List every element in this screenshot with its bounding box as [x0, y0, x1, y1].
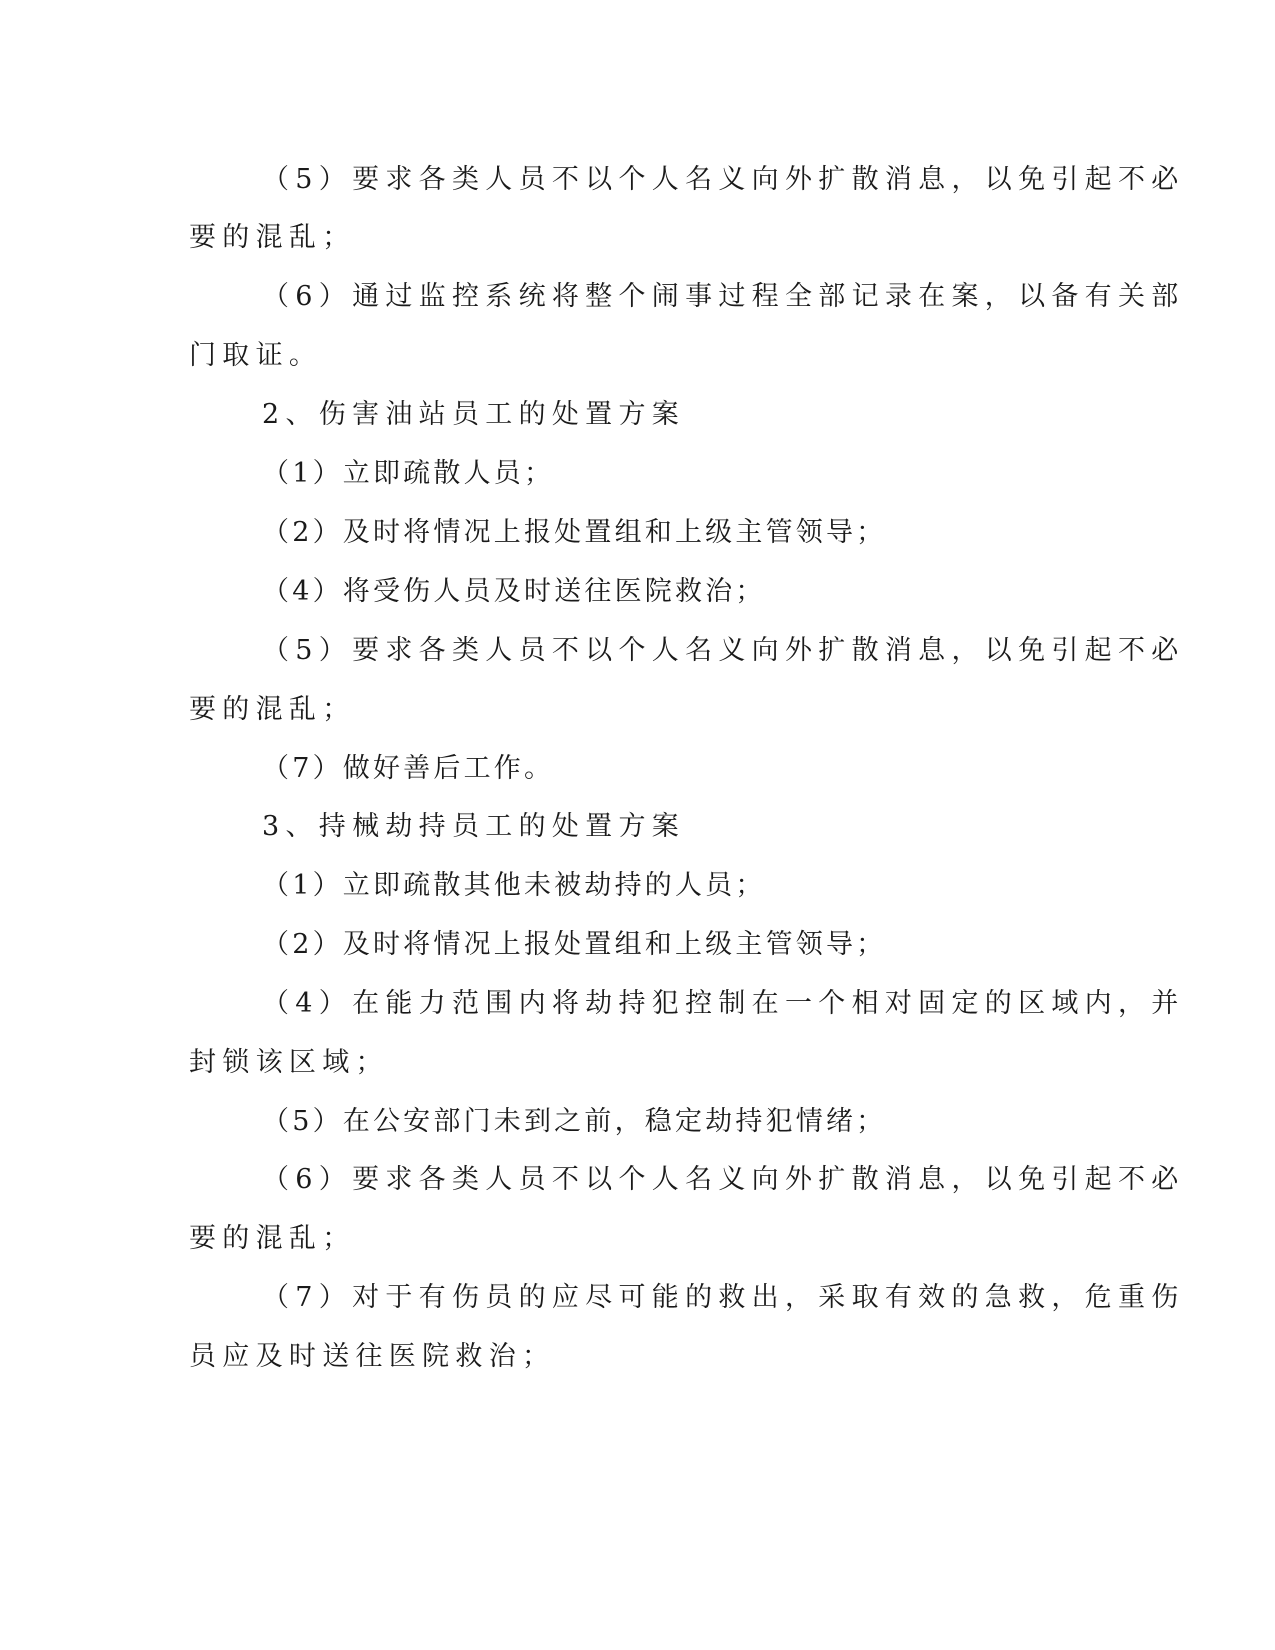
paragraph-line: （6）要求各类人员不以个人名义向外扩散消息，以免引起不必 — [262, 1164, 1185, 1195]
paragraph-line: 要的混乱； — [189, 694, 356, 725]
paragraph-line: （1）立即疏散人员； — [262, 458, 555, 489]
paragraph-line: （7）对于有伤员的应尽可能的救出，采取有效的急救，危重伤 — [262, 1282, 1185, 1313]
paragraph-line: （2）及时将情况上报处置组和上级主管领导； — [262, 517, 887, 548]
paragraph-line: （5）要求各类人员不以个人名义向外扩散消息，以免引起不必 — [262, 164, 1185, 195]
paragraph-line: 门取证。 — [189, 340, 323, 371]
section-heading: 2、伤害油站员工的处置方案 — [262, 399, 686, 430]
paragraph-line: 员应及时送往医院救治； — [189, 1341, 556, 1372]
paragraph-line: 封锁该区域； — [189, 1047, 389, 1078]
paragraph-line: （5）在公安部门未到之前，稳定劫持犯情绪； — [262, 1106, 887, 1137]
paragraph-line: （5）要求各类人员不以个人名义向外扩散消息，以免引起不必 — [262, 635, 1185, 666]
paragraph-line: （4）在能力范围内将劫持犯控制在一个相对固定的区域内，并 — [262, 988, 1185, 1019]
paragraph-line: （4）将受伤人员及时送往医院救治； — [262, 576, 766, 607]
paragraph-line: （2）及时将情况上报处置组和上级主管领导； — [262, 929, 887, 960]
section-heading: 3、持械劫持员工的处置方案 — [262, 811, 686, 842]
paragraph-line: 要的混乱； — [189, 1223, 356, 1254]
paragraph-line: 要的混乱； — [189, 222, 356, 253]
paragraph-line: （7）做好善后工作。 — [262, 753, 555, 784]
paragraph-line: （1）立即疏散其他未被劫持的人员； — [262, 870, 766, 901]
paragraph-line: （6）通过监控系统将整个闹事过程全部记录在案，以备有关部 — [262, 281, 1185, 312]
